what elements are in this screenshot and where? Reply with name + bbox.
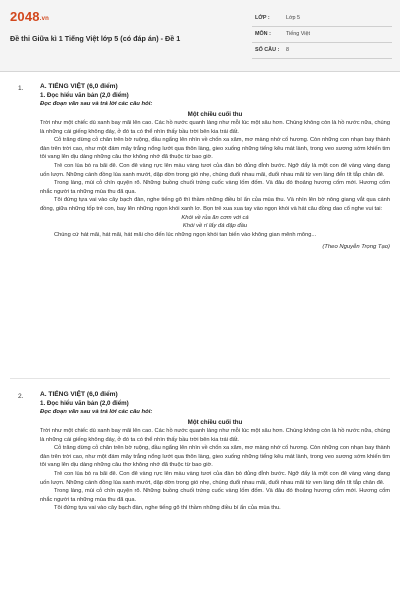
reading-paragraph: Trẻ con lùa bò ra bãi đê. Con đê vàng rực lên màu vàng tươi của đàn bò đủng đỉnh bước. Ngỡ đấy là một con đê vàng vàng đang uốn lượn. Những cánh đồng lúa xanh mướt, dập dờn trong gió nhẹ, chúng đuổi nhau mãi, đuổi nhau mãi từ ven làng đến tít tắp chân đê.	[40, 470, 390, 486]
meta-row-subject	[252, 27, 392, 43]
reading-paragraph: Cỏ trăng dừng cỏ chân trên bờ ruộng, đầu ngẩng lên nhìn về chốn xa xăm, mơ màng nhớ cố hương. Còn những con nhạn bay thành đàn trên trời cao, như một đám mây trắng nổng lướt qua thôn làng, gieo xuống những tiếng kêu mát lành, trong veo sương sớm khiến tim tôi vang lên dịu dàng những câu thơ không nhớ đã thuộc từ bao giờ.	[40, 445, 390, 469]
document-header	[0, 0, 400, 72]
reading-paragraph: Tôi đứng tựa vai vào cây bạch đàn, nghe tiếng gõ thì thầm những điều bí ẩn của mùa thu.	[54, 505, 281, 512]
instruction-text: Đọc đoạn văn sau và trả lời các câu hỏi:	[40, 409, 153, 415]
question-content	[40, 390, 390, 513]
reading-paragraph: Trong làng, mùi cỏ chín quyện rõ. Những buồng chuối trứng cuốc vàng lốm đốm. Và đâu đó thoảng hương cốm mới. Hương cốm nhắc người ta những mùa thu đã qua.	[40, 488, 390, 503]
meta-label-subject: MÔN :	[255, 31, 271, 37]
subsection-heading: 1. Đọc hiểu văn bản (2,0 điểm)	[40, 400, 129, 407]
question-content	[40, 82, 390, 252]
document-meta-table	[252, 11, 392, 59]
reading-paragraph: Trời như một chiếc dù xanh bay mãi lên cao. Các hồ nước quanh làng như mỗi lúc một sâu hơn. Chúng không còn là hồ nước nữa, chúng là những cái giếng không đáy, ở đó ta có thể nhìn thấy bầu trời bên kia trái đất.	[40, 120, 390, 135]
reading-paragraph: Trong làng, mùi cỏ chín quyện rõ. Những buồng chuối trứng cuốc vàng lốm đốm. Và đâu đó thoảng hương cốm mới. Hương cốm nhắc người ta những mùa thu đã qua.	[40, 180, 390, 195]
reading-closing-paragraph: Chúng cứ hát mãi, hát mãi, hát mãi cho đến lúc những ngọn khói tan biến vào không gian mênh mông...	[54, 231, 317, 238]
meta-row-class	[252, 11, 392, 27]
quote-line: Khói về rí lấy đá đập đầu	[182, 223, 248, 230]
site-logo[interactable]	[10, 9, 49, 24]
reading-title: Một chiều cuối thu	[187, 111, 243, 118]
reading-paragraph: Tôi đứng tựa vai vào cây bạch đàn, nghe tiếng gõ thì thầm những điều bí ẩn của mùa thu. Và nhìn lên bờ nông giang vắt qua cánh đồng, giữa những tốp trẻ con, bay lên những ngọn khói xanh lơ. Bọn trẻ xua xua tay vào ngọn khói và hát câu đồng dao cổ nghe vui tai:	[40, 197, 390, 212]
logo-main-text: 2048	[10, 9, 40, 24]
question-number: 2.	[18, 393, 24, 400]
section-heading: A. TIẾNG VIỆT (6,0 điểm)	[40, 391, 118, 398]
section-heading: A. TIẾNG VIỆT (6,0 điểm)	[40, 83, 118, 90]
question-number: 1.	[18, 85, 24, 92]
reading-title: Một chiều cuối thu	[187, 419, 243, 426]
reading-paragraph: Trẻ con lùa bò ra bãi đê. Con đê vàng rực lên màu vàng tươi của đàn bò đủng đỉnh bước. Ngỡ đấy là một con đê vàng vàng đang uốn lượn. Những cánh đồng lúa xanh mướt, dập dờn trong gió nhẹ, chúng đuổi nhau mãi, đuổi nhau mãi từ ven làng đến tít tắp chân đê.	[40, 162, 390, 178]
document-title: Đề thi Giữa kì 1 Tiếng Việt lớp 5 (có đáp án) - Đề 1	[10, 34, 181, 43]
reading-paragraph: Cỏ trăng dừng cỏ chân trên bờ ruộng, đầu ngẩng lên nhìn về chốn xa xăm, mơ màng nhớ cố hương. Còn những con nhạn bay thành đàn trên trời cao, như một đám mây trắng nổng lướt qua thôn làng, gieo xuống những tiếng kêu mát lành, trong veo sương sớm khiến tim tôi vang lên dịu dàng những câu thơ không nhớ đã thuộc từ bao giờ.	[40, 137, 390, 161]
section-divider	[10, 378, 390, 379]
meta-row-question-count	[252, 43, 392, 59]
meta-label-question-count: SỐ CÂU :	[255, 47, 280, 53]
meta-value-subject: Tiếng Việt	[286, 31, 310, 37]
reading-paragraph: Trời như một chiếc dù xanh bay mãi lên cao. Các hồ nước quanh làng như mỗi lúc một sâu hơn. Chúng không còn là hồ nước nữa, chúng là những cái giếng không đáy, ở đó ta có thể nhìn thấy bầu trời bên kia trái đất.	[40, 428, 390, 443]
quote-line: Khói về rủa ăn cơm với cá	[181, 214, 249, 221]
meta-value-class: Lớp 5	[286, 15, 301, 21]
subsection-heading: 1. Đọc hiểu văn bản (2,0 điểm)	[40, 92, 129, 99]
instruction-text: Đọc đoạn văn sau và trả lời các câu hỏi:	[40, 101, 153, 107]
meta-label-class: LỚP :	[255, 15, 270, 21]
meta-value-question-count: 8	[286, 47, 289, 53]
author-attribution: (Theo Nguyễn Trọng Tạo)	[322, 244, 390, 251]
logo-domain-text: .vn	[39, 16, 50, 22]
